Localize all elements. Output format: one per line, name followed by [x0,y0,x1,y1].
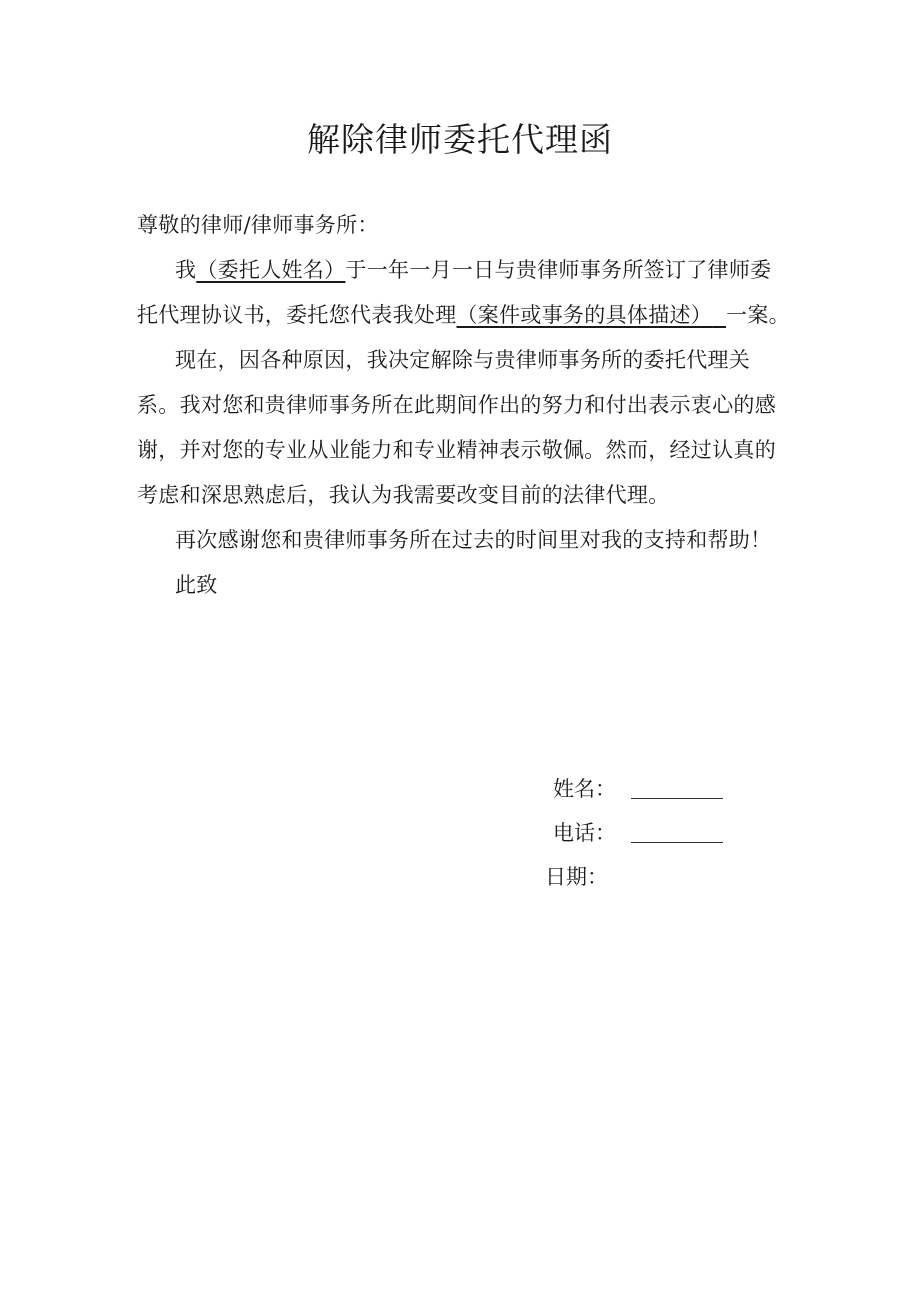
paragraph-agreement-suffix: 一案。 [726,303,790,327]
salutation: 尊敬的律师/律师事务所： [137,213,379,237]
letter-body [137,203,792,608]
name-label: 姓名： [553,777,616,801]
name-blank-line [631,797,723,799]
document-title: 解除律师委托代理函 [307,120,613,159]
phone-blank-line [631,841,723,843]
signature-date-row [545,855,723,899]
paragraph-thanks: 再次感谢您和贵律师事务所在过去的时间里对我的支持和帮助！ [175,528,772,552]
paragraph-agreement [137,248,792,338]
signature-phone-row [545,811,723,855]
date-label: 日期： [545,865,608,889]
client-name-placeholder: （委托人姓名） [196,258,346,282]
phone-label: 电话： [553,821,616,845]
closing: 此致 [175,573,218,597]
case-description-placeholder: （案件或事务的具体描述） [456,303,713,327]
paragraph-termination: 现在，因各种原因，我决定解除与贵律师事务所的委托代理关系。我对您和贵律师事务所在此期间作出的努力和付出表示衷心的感谢，并对您的专业从业能力和专业精神表示敬佩。然而，经过认真的考虑和深思熟虑后，我认为我需要改变目前的法律代理。 [137,348,776,507]
paragraph-agreement-prefix: 我 [175,258,197,282]
paragraph-agreement-middle: 于一年一月一日与贵律师事务所签订了律师委托代理协议书，委托您代表我处理 [137,258,772,327]
signature-name-row [545,767,723,811]
signature-block [545,767,723,899]
